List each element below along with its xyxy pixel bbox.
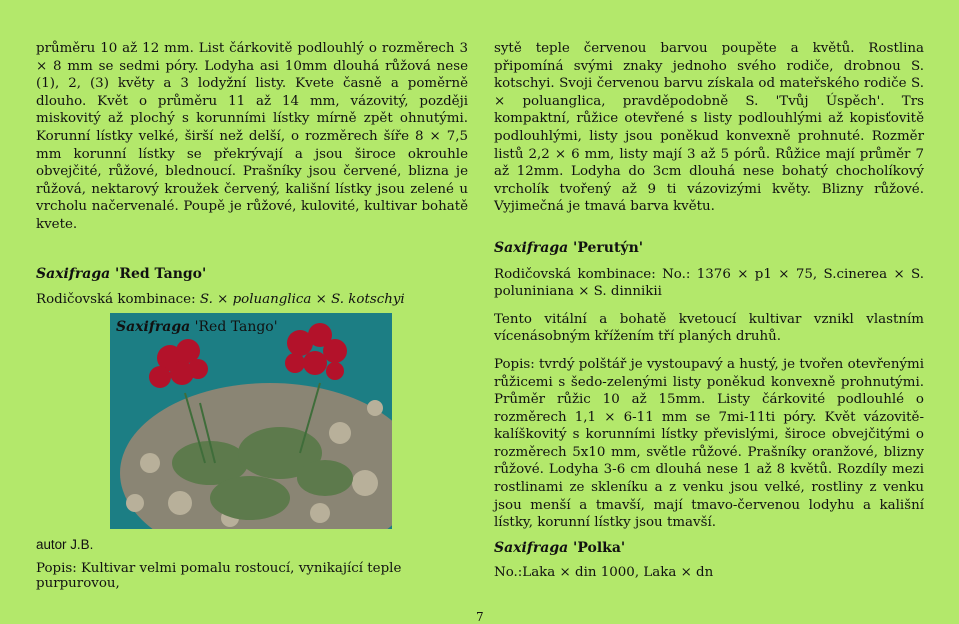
heading-genus: Saxifraga bbox=[36, 265, 111, 282]
heading2-genus: Saxifraga bbox=[494, 239, 569, 256]
section-heading-red-tango bbox=[36, 266, 468, 284]
page-number: 7 bbox=[476, 610, 484, 624]
photo-caption-cultivar: 'Red Tango' bbox=[190, 319, 278, 335]
section-heading-perutyn bbox=[494, 240, 924, 258]
right-parent-combination: Rodičovská kombinace: No.: 1376 × p1 × 75, S.cinerea × S. poluniniana × S. dinnikii bbox=[494, 266, 924, 300]
left-bottom-text: Popis: Kultivar velmi pomalu rostoucí, vynikající teple purpurovou, bbox=[36, 561, 402, 591]
parent-combination bbox=[36, 291, 468, 309]
right-paragraph-3: Popis: tvrdý polštář je vystoupavý a hustý, je tvořen otevřenými růžicemi s šedo-zelenými listy poněkud konvexně prohnutými. Průměr růžic 10 až 15mm. Listy čárkovité podlouhlé o rozměrech 1,1 × 6-11 mm se 7mi-11ti póry. Květ vázovitě-kalíškovitý s korunními lístky převislými, široce obvejčitými o rozměrech 5x10 mm, světle růžové. Prašníky oranžové, blizny růžové. Lodyha 3-6 cm dlouhá nese 1 až 8 květů. Rozdíly mezi rostlinami ze skleníku a z venku jsou velké, rostliny z venku jsou menší a tmavší, mají tmavo-červenou lodyhu a kališní lístky, korunní lístky jsou tmavší. bbox=[494, 356, 924, 531]
parent-label: Rodičovská kombinace: bbox=[36, 292, 200, 308]
author: autor J.B. bbox=[36, 537, 94, 552]
right-column bbox=[494, 40, 924, 542]
plant-illustration bbox=[110, 313, 392, 529]
parent-value: S. × poluanglica × S. kotschyi bbox=[199, 292, 405, 308]
left-paragraph: průměru 10 až 12 mm. List čárkovitě podlouhlý o rozměrech 3 × 8 mm se sedmi póry. Lodyha asi 10mm dlouhá růžová nese (1), 2, (3) květy a 3 lodyžní listy. Kvete časně a poměrně dlouho. Květ o průměru 11 až 14 mm, vázovitý, později miskovitý až plochý s korunními lístky mírně zpět ohnutými. Korunní lístky velké, širší než delší, o rozměrech šíře 8 × 7,5 mm korunní lístky se překrývají a jsou široce okrouhle obvejčité, růžové, blednoucí. Prašníky jsou červené, blizna je růžová, nektarový kroužek červený, kališní lístky jsou zelené u vrcholu načervenalé. Poupě je růžové, kulovité, kultivar bohatě kvete. bbox=[36, 41, 468, 232]
heading2-cultivar: 'Perutýn' bbox=[568, 239, 644, 256]
heading-cultivar: 'Red Tango' bbox=[110, 265, 207, 282]
photo-caption-genus: Saxifraga bbox=[116, 319, 191, 335]
heading3-genus: Saxifraga bbox=[494, 540, 569, 556]
left-column bbox=[36, 40, 468, 309]
heading3-cultivar: 'Polka' bbox=[568, 540, 626, 556]
plant-photo bbox=[110, 313, 392, 529]
right-paragraph-1: sytě teple červenou barvou poupěte a květů. Rostlina připomíná svými znaky jednoho svého rodiče, drobnou S. kotschyi. Svoji červenou barvu získala od mateřského rodiče S. × poluanglica, pravděpodobně S. 'Tvůj Úspěch'. Trs kompaktní, růžice otevřené s listy podlouhlými až kopisťovitě podlouhlými, listy jsou poněkud konvexně prohnuté. Rozměr listů 2,2 × 6 mm, listy mají 3 až 5 pórů. Růžice mají průměr 7 až 12mm. Lodyha do 3cm dlouhá nese bohatý chocholíkový vrcholík tvořený až 9 ti vázovizými květy. Blizny růžové. Vyjimečná je tmavá barva květu. bbox=[494, 41, 924, 215]
photo-caption bbox=[116, 319, 278, 335]
right-paragraph-2: Tento vitální a bohatě kvetoucí kultivar vznikl vlastním vícenásobným křížením tří planých druhů. bbox=[494, 311, 924, 345]
section-heading-polka bbox=[494, 540, 625, 556]
right-bottom-text: No.:Laka × din 1000, Laka × dn bbox=[494, 565, 714, 580]
